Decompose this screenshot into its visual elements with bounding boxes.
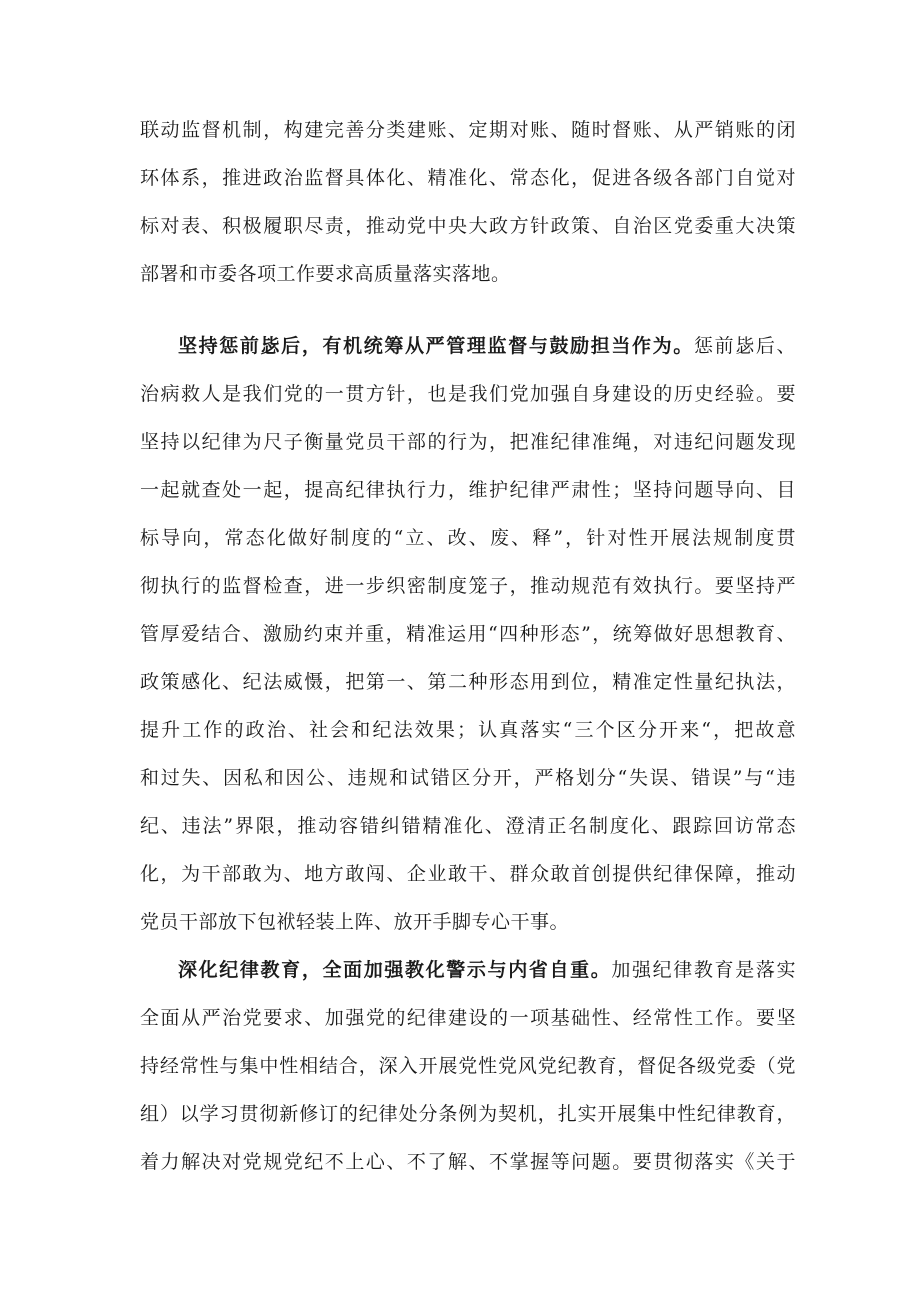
paragraph-3-line-4: 组）以学习贯彻新修订的纪律处分条例为契机，扎实开展集中性纪律教育， [140, 1103, 796, 1125]
paragraph-1-line-4: 部署和市委各项工作要求高质量落实落地。 [140, 263, 511, 285]
paragraph-2-line-7: 管厚爱结合、激励约束并重，精准运用“四种形态”，统筹做好思想教育、 [140, 623, 796, 645]
paragraph-2-line-9: 提升工作的政治、社会和纪法效果；认真落实“三个区分开来“，把故意 [140, 719, 796, 741]
paragraph-2-line-8: 政策感化、纪法威慑，把第一、第二种形态用到位，精准定性量纪执法， [140, 671, 796, 693]
paragraph-2-line-4: 一起就查处一起，提高纪律执行力，维护纪律严肃性；坚持问题导向、目 [140, 479, 796, 501]
paragraph-1-line-3: 标对表、积极履职尽责，推动党中央大政方针政策、自治区党委重大决策 [140, 215, 796, 237]
paragraph-2-line-6: 彻执行的监督检查，进一步织密制度笼子，推动规范有效执行。要坚持严 [140, 575, 796, 597]
paragraph-2-heading: 坚持惩前毖后，有机统筹从严管理监督与鼓励担当作为。 [178, 335, 694, 357]
paragraph-2-line-2: 治病救人是我们党的一贯方针，也是我们党加强自身建设的历史经验。要 [140, 383, 796, 405]
paragraph-2-line-1 [178, 328, 796, 364]
paragraph-2-line-3: 坚持以纪律为尺子衡量党员干部的行为，把准纪律准绳，对违纪问题发现 [140, 431, 796, 453]
paragraph-3-heading: 深化纪律教育，全面加强教化警示与内省自重。 [178, 959, 612, 981]
paragraph-3-line-1 [178, 952, 796, 988]
paragraph-2-first-line-rest: 惩前毖后、 [693, 335, 796, 357]
paragraph-3-first-line-rest: 加强纪律教育是落实 [611, 959, 796, 981]
paragraph-2-line-13: 党员干部放下包袱轻装上阵、放开手脚专心干事。 [140, 911, 570, 933]
paragraph-1-line-1: 联动监督机制，构建完善分类建账、定期对账、随时督账、从严销账的闭 [140, 119, 796, 141]
paragraph-3-line-5: 着力解决对党规党纪不上心、不了解、不掌握等问题。要贯彻落实《关于 [140, 1151, 796, 1173]
paragraph-3-line-2: 全面从严治党要求、加强党的纪律建设的一项基础性、经常性工作。要坚 [140, 1007, 796, 1029]
paragraph-3-line-3: 持经常性与集中性相结合，深入开展党性党风党纪教育，督促各级党委（党 [140, 1055, 796, 1077]
paragraph-2-line-5: 标导向，常态化做好制度的“立、改、废、释”，针对性开展法规制度贯 [140, 527, 796, 549]
paragraph-1-line-2: 环体系，推进政治监督具体化、精准化、常态化，促进各级各部门自觉对 [140, 167, 796, 189]
paragraph-2-line-11: 纪、违法”界限，推动容错纠错精准化、澄清正名制度化、跟踪回访常态 [140, 815, 796, 837]
paragraph-2-line-12: 化，为干部敢为、地方敢闯、企业敢干、群众敢首创提供纪律保障，推动 [140, 863, 796, 885]
paragraph-2-line-10: 和过失、因私和因公、违规和试错区分开，严格划分“失误、错误”与“违 [140, 767, 796, 789]
